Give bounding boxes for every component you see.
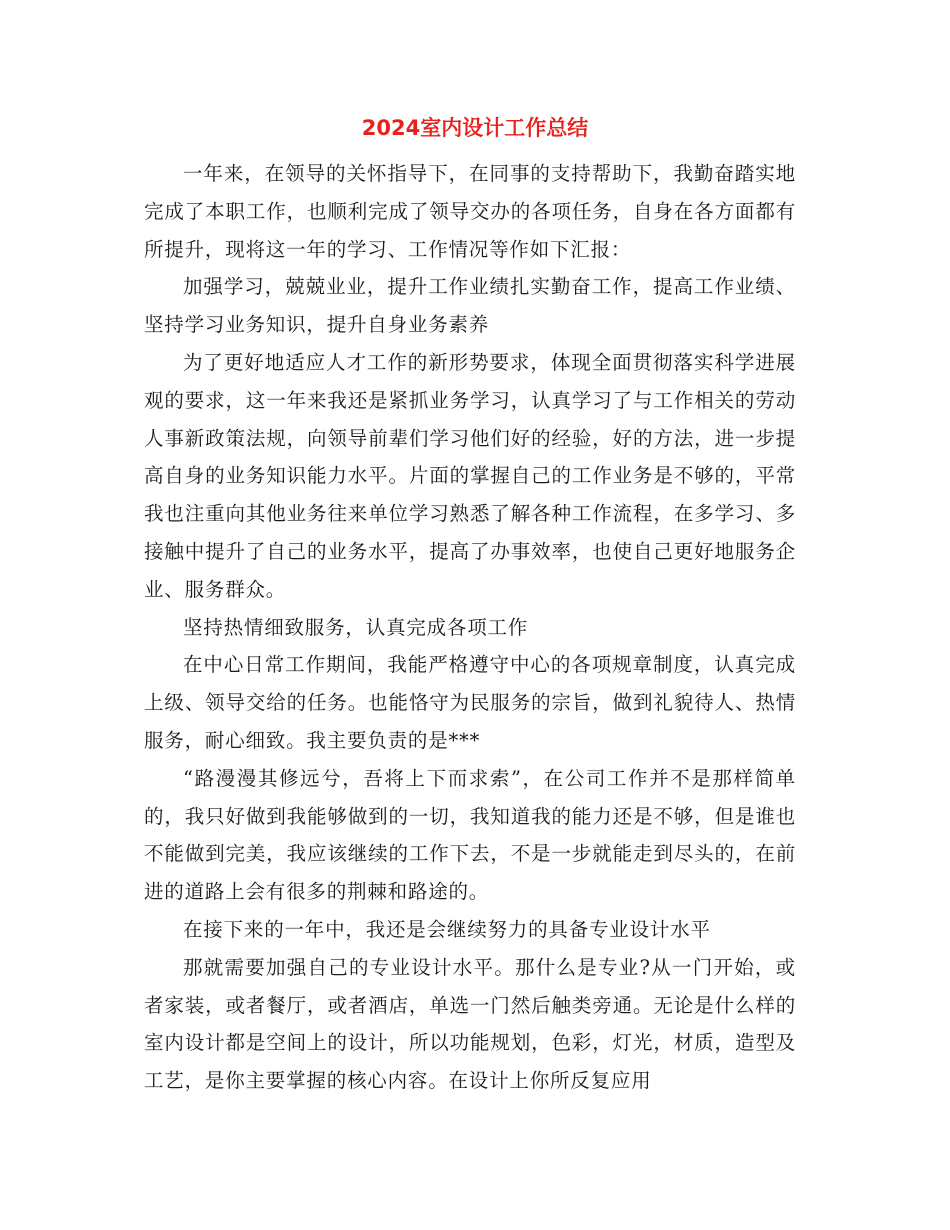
paragraph-heading-plan: 在接下来的一年中，我还是会继续努力的具备专业设计水平 <box>183 917 711 941</box>
paragraph-plan: 那就需要加强自己的专业设计水平。那什么是专业?从一门开始，或者家装，或者餐厅，或者酒店，单选一门然后触类旁通。无论是什么样的室内设计都是空间上的设计，所以功能规划，色彩，灯光，材质，造型及工艺，是你主要掌握的核心内容。在设计上你所反复应用 <box>144 955 796 1093</box>
paragraph-quote: “路漫漫其修远兮，吾将上下而求索”，在公司工作并不是那样简单的，我只好做到我能够做到的一切，我知道我的能力还是不够，但是谁也不能做到完美，我应该继续的工作下去，不是一步就能走到尽头的，在前进的道路上会有很多的荆棘和路途的。 <box>144 766 796 904</box>
document-title: 2024室内设计工作总结 <box>361 116 589 140</box>
document-body <box>144 155 796 1100</box>
paragraph-service: 在中心日常工作期间，我能严格遵守中心的各项规章制度，认真完成上级、领导交给的任务。也能恪守为民服务的宗旨，做到礼貌待人、热情服务，耐心细致。我主要负责的是*** <box>144 653 796 752</box>
paragraph-study: 为了更好地适应人才工作的新形势要求，体现全面贯彻落实科学进展观的要求，这一年来我还是紧抓业务学习，认真学习了与工作相关的劳动人事新政策法规，向领导前辈们学习他们好的经验，好的方法，进一步提高自身的业务知识能力水平。片面的掌握自己的工作业务是不够的，平常我也注重向其他业务往来单位学习熟悉了解各种工作流程，在多学习、多接触中提升了自己的业务水平，提高了办事效率，也使自己更好地服务企业、服务群众。 <box>144 350 796 601</box>
paragraph-intro: 一年来，在领导的关怀指导下，在同事的支持帮助下，我勤奋踏实地完成了本职工作，也顺利完成了领导交办的各项任务，自身在各方面都有所提升，现将这一年的学习、工作情况等作如下汇报： <box>144 162 796 261</box>
paragraph-heading-study: 加强学习，兢兢业业，提升工作业绩扎实勤奋工作，提高工作业绩、坚持学习业务知识，提升自身业务素养 <box>144 275 796 337</box>
paragraph-heading-service: 坚持热情细致服务，认真完成各项工作 <box>183 615 529 639</box>
